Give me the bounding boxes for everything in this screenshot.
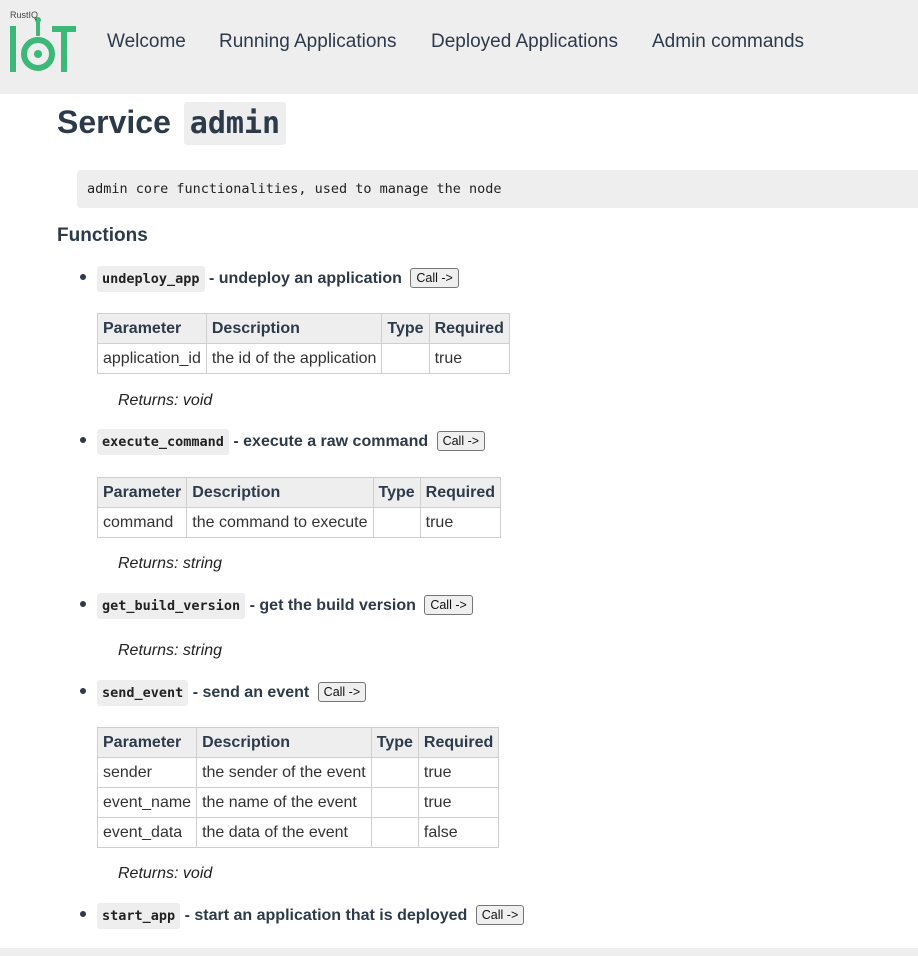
- function-item-execute-command: [80, 432, 485, 452]
- header-required: Required: [420, 478, 500, 508]
- table-row: [98, 788, 499, 818]
- header-type: Type: [373, 478, 420, 508]
- header-description: Description: [206, 314, 382, 344]
- cell-parameter: application_id: [98, 344, 207, 374]
- header-required: Required: [418, 728, 498, 758]
- header-description: Description: [187, 478, 373, 508]
- cell-parameter: event_name: [98, 788, 197, 818]
- function-summary: - execute a raw command: [233, 433, 429, 451]
- cell-type: [373, 508, 420, 538]
- call-undeploy-app-button[interactable]: Call ->: [410, 268, 458, 288]
- table-row: [98, 818, 499, 848]
- cell-required: true: [420, 508, 500, 538]
- table-header-row: [98, 728, 499, 758]
- function-name: undeploy_app: [97, 266, 205, 292]
- function-item-undeploy-app: [80, 269, 459, 289]
- cell-description: the name of the event: [197, 788, 372, 818]
- cell-parameter: sender: [98, 758, 197, 788]
- cell-description: the sender of the event: [197, 758, 372, 788]
- call-get-build-version-button[interactable]: Call ->: [424, 595, 472, 615]
- cell-required: true: [418, 788, 498, 818]
- nav-admin-commands[interactable]: Admin commands: [652, 31, 805, 52]
- header-type: Type: [371, 728, 418, 758]
- params-table-execute-command: [97, 477, 501, 538]
- header-type: Type: [382, 314, 429, 344]
- bullet-icon: [80, 601, 86, 607]
- returns-get-build-version: Returns: string: [118, 642, 223, 659]
- bullet-icon: [80, 437, 86, 443]
- cell-parameter: command: [98, 508, 187, 538]
- cell-required: false: [418, 818, 498, 848]
- functions-heading: Functions: [57, 225, 148, 246]
- bullet-icon: [80, 911, 86, 917]
- cell-description: the id of the application: [206, 344, 382, 374]
- call-send-event-button[interactable]: Call ->: [318, 682, 366, 702]
- cell-required: true: [418, 758, 498, 788]
- function-item-start-app: [80, 906, 524, 926]
- bullet-icon: [80, 274, 86, 280]
- function-summary: - start an application that is deployed: [184, 907, 468, 925]
- cell-type: [382, 344, 429, 374]
- bottom-bar: [0, 948, 918, 956]
- cell-type: [371, 758, 418, 788]
- cell-parameter: event_data: [98, 818, 197, 848]
- table-header-row: [98, 314, 510, 344]
- function-name: execute_command: [97, 429, 229, 455]
- service-description: admin core functionalities, used to manage the node: [77, 170, 918, 208]
- table-row: [98, 508, 501, 538]
- function-summary: - send an event: [192, 684, 310, 702]
- function-summary: - get the build version: [249, 597, 416, 615]
- header-description: Description: [197, 728, 372, 758]
- function-item-send-event: [80, 683, 366, 703]
- table-row: [98, 344, 510, 374]
- rustiq-iot-logo[interactable]: [8, 8, 78, 76]
- page-title: [57, 104, 286, 141]
- returns-undeploy-app: Returns: void: [118, 392, 213, 409]
- call-execute-command-button[interactable]: Call ->: [437, 431, 485, 451]
- table-header-row: [98, 478, 501, 508]
- function-name: send_event: [97, 680, 188, 706]
- params-table-send-event: [97, 727, 499, 848]
- nav-deployed-applications[interactable]: Deployed Applications: [431, 31, 618, 52]
- service-name: admin: [184, 102, 286, 145]
- returns-execute-command: Returns: string: [118, 555, 223, 572]
- function-name: start_app: [97, 903, 180, 929]
- nav-running-applications[interactable]: Running Applications: [219, 31, 397, 52]
- call-start-app-button[interactable]: Call ->: [476, 905, 524, 925]
- header-parameter: Parameter: [98, 478, 187, 508]
- params-table-undeploy-app: [97, 313, 510, 374]
- bullet-icon: [80, 688, 86, 694]
- function-item-get-build-version: [80, 596, 473, 616]
- cell-description: the command to execute: [187, 508, 373, 538]
- header-parameter: Parameter: [98, 314, 207, 344]
- function-name: get_build_version: [97, 593, 245, 619]
- top-navbar: [0, 0, 918, 94]
- cell-description: the data of the event: [197, 818, 372, 848]
- header-parameter: Parameter: [98, 728, 197, 758]
- cell-type: [371, 788, 418, 818]
- nav-welcome[interactable]: Welcome: [107, 31, 186, 52]
- title-prefix: Service: [57, 104, 171, 140]
- header-required: Required: [429, 314, 509, 344]
- cell-required: true: [429, 344, 509, 374]
- table-row: [98, 758, 499, 788]
- function-summary: - undeploy an application: [209, 270, 402, 288]
- returns-send-event: Returns: void: [118, 865, 213, 882]
- logo-small-text: RustIQ: [10, 10, 39, 20]
- cell-type: [371, 818, 418, 848]
